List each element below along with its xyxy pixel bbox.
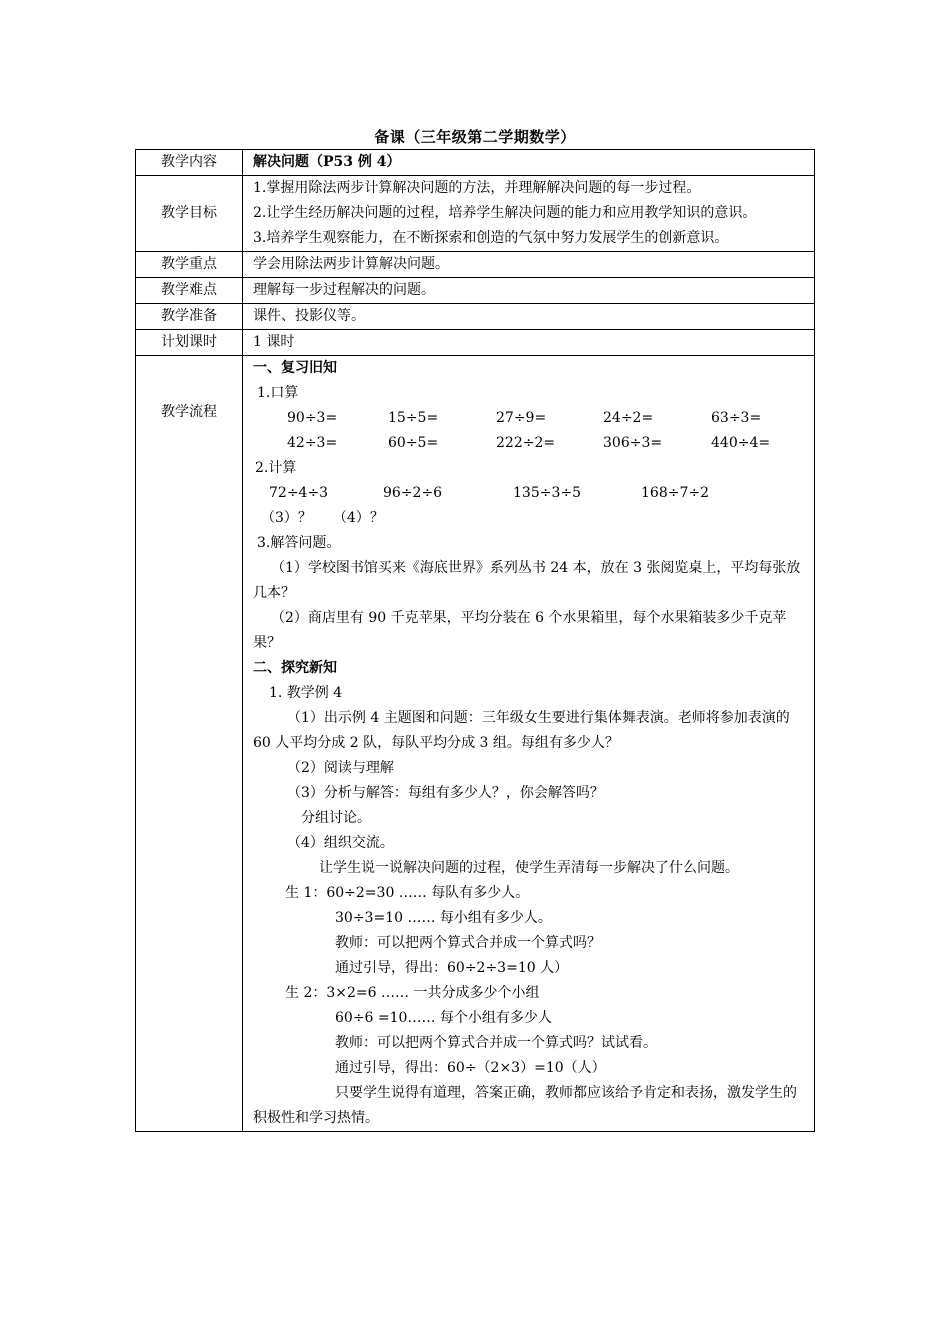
teacher-question: 教师：可以把两个算式合并成一个算式吗？ bbox=[335, 935, 601, 951]
student-answer: 生 1：60÷2=30 …… 每队有多少人。 bbox=[285, 885, 530, 901]
calc-item: 72÷4÷3 bbox=[269, 485, 329, 501]
label-process: 教学流程 bbox=[136, 356, 243, 1132]
row-prep bbox=[136, 304, 815, 330]
lesson-plan-table bbox=[135, 149, 815, 1132]
example-step: （4）组织交流。 bbox=[287, 835, 394, 851]
guided-result: 通过引导，得出：60÷（2×3）=10（人） bbox=[335, 1060, 606, 1076]
example-step: （3）分析与解答：每组有多少人？，你会解答吗？ bbox=[287, 785, 604, 801]
example-step: 让学生说一说解决问题的过程，使学生弄清每一步解决了什么问题。 bbox=[319, 860, 739, 876]
label-content: 教学内容 bbox=[136, 150, 243, 176]
oral-item: 24÷2= bbox=[603, 410, 654, 426]
page-title: 备课（三年级第二学期数学） bbox=[374, 128, 576, 146]
calc-row bbox=[253, 481, 808, 506]
oral-item: 63÷3= bbox=[711, 410, 762, 426]
oral-item: 27÷9= bbox=[496, 410, 547, 426]
student-answer: 30÷3=10 …… 每小组有多少人。 bbox=[335, 910, 552, 926]
row-process bbox=[136, 356, 815, 1132]
oral-title: 1.口算 bbox=[257, 385, 299, 401]
goal-item: 3.培养学生观察能力，在不断探索和创造的气氛中努力发展学生的创新意识。 bbox=[253, 230, 729, 246]
content-value: 解决问题（P53 例 4） bbox=[243, 150, 815, 176]
goals-cell bbox=[243, 176, 815, 252]
teacher-question: 教师：可以把两个算式合并成一个算式吗？试试看。 bbox=[335, 1035, 657, 1051]
example-title: 1. 教学例 4 bbox=[269, 685, 343, 701]
label-key: 教学重点 bbox=[136, 252, 243, 278]
difficulty-value: 理解每一步过程解决的问题。 bbox=[243, 278, 815, 304]
label-difficulty: 教学难点 bbox=[136, 278, 243, 304]
oral-item: 42÷3= bbox=[287, 435, 338, 451]
oral-item: 15÷5= bbox=[388, 410, 439, 426]
row-hours bbox=[136, 330, 815, 356]
question-1: （1）学校图书馆买来《海底世界》系列丛书 24 本，放在 3 张阅览桌上，平均每张放几本？ bbox=[253, 560, 801, 601]
question-2: （2）商店里有 90 千克苹果，平均分装在 6 个水果箱里，每个水果箱装多少千克苹果？ bbox=[253, 610, 787, 651]
example-step: （1）出示例 4 主题图和问题：三年级女生要进行集体舞表演。老师将参加表演的 60 人平均分成 2 队，每队平均分成 3 组。每组有多少人？ bbox=[253, 710, 790, 751]
label-goals: 教学目标 bbox=[136, 176, 243, 252]
label-prep: 教学准备 bbox=[136, 304, 243, 330]
oral-item: 90÷3= bbox=[287, 410, 338, 426]
hours-value: 1 课时 bbox=[243, 330, 815, 356]
key-value: 学会用除法两步计算解决问题。 bbox=[243, 252, 815, 278]
goal-item: 1.掌握用除法两步计算解决问题的方法，并理解解决问题的每一步过程。 bbox=[253, 180, 701, 196]
process-cell bbox=[243, 356, 815, 1132]
student-answer: 生 2：3×2=6 …… 一共分成多少个小组 bbox=[285, 985, 540, 1001]
oral-row bbox=[253, 431, 808, 456]
example-step: （2）阅读与理解 bbox=[287, 760, 394, 776]
example-step: 分组讨论。 bbox=[301, 810, 371, 826]
row-difficulty bbox=[136, 278, 815, 304]
calc-item: 96÷2÷6 bbox=[383, 485, 443, 501]
row-content bbox=[136, 150, 815, 176]
prep-value: 课件、投影仪等。 bbox=[243, 304, 815, 330]
oral-row bbox=[253, 406, 808, 431]
calc-item: 135÷3÷5 bbox=[513, 485, 581, 501]
oral-item: 222÷2= bbox=[496, 435, 556, 451]
section-title: 二、探究新知 bbox=[253, 660, 337, 676]
student-answer: 60÷6 =10…… 每个小组有多少人 bbox=[335, 1010, 552, 1026]
row-goals bbox=[136, 176, 815, 252]
row-key bbox=[136, 252, 815, 278]
oral-item: 440÷4= bbox=[711, 435, 771, 451]
calc-extra: （3）？ （4）？ bbox=[261, 510, 384, 526]
answer-title: 3.解答问题。 bbox=[257, 535, 341, 551]
section-title: 一、复习旧知 bbox=[253, 360, 337, 376]
guided-result: 通过引导，得出：60÷2÷3=10 人） bbox=[335, 960, 569, 976]
calc-title: 2.计算 bbox=[255, 460, 297, 476]
goal-item: 2.让学生经历解决问题的过程，培养学生解决问题的能力和应用教学知识的意识。 bbox=[253, 205, 757, 221]
closing-note: 只要学生说得有道理，答案正确，教师都应该给予肯定和表扬，激发学生的积极性和学习热情。 bbox=[253, 1085, 797, 1126]
label-hours: 计划课时 bbox=[136, 330, 243, 356]
calc-item: 168÷7÷2 bbox=[641, 485, 709, 501]
oral-item: 60÷5= bbox=[388, 435, 439, 451]
oral-item: 306÷3= bbox=[603, 435, 663, 451]
